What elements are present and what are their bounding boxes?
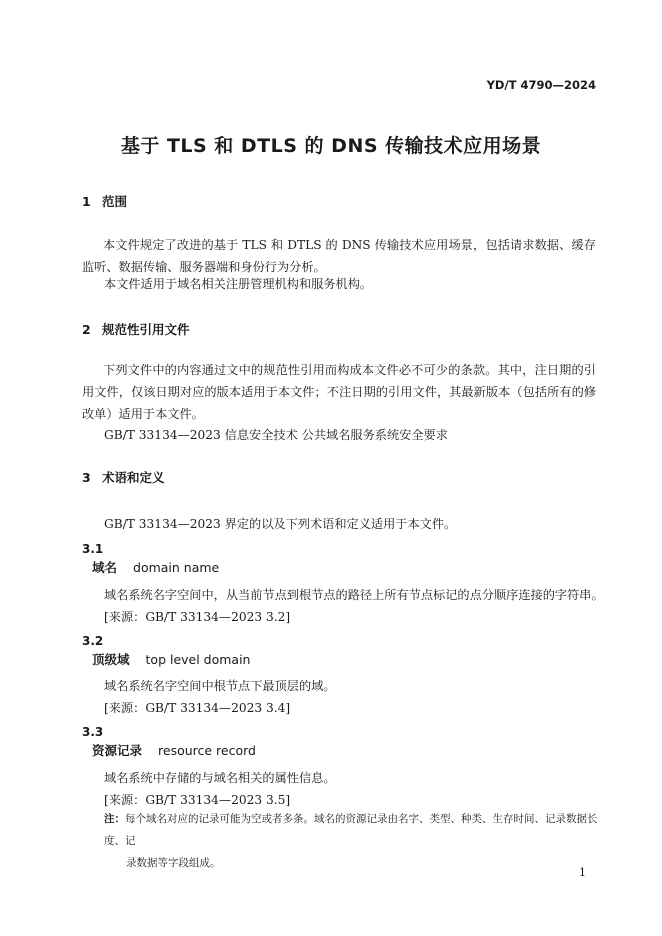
term-name <box>92 558 219 576</box>
note-text: 每个域名对应的记录可能为空或者多条。域名的资源记录由名字、类型、种类、生存时间、记录数据长度、记 <box>104 813 598 847</box>
section-number: 2 <box>82 322 91 337</box>
term-source: [来源：GB/T 33134—2023 3.2] <box>104 610 291 624</box>
term-number: 3.2 <box>82 634 104 648</box>
section-1-heading <box>82 192 127 210</box>
section-title: 术语和定义 <box>102 470 165 485</box>
section-number: 1 <box>82 194 91 209</box>
term-chinese: 域名 <box>92 560 118 575</box>
section-title: 范围 <box>102 194 128 209</box>
paragraph: 本文件规定了改进的基于 TLS 和 DTLS 的 DNS 传输技术应用场景，包括请求数据、缓存监听、数据传输、服务器端和身份行为分析。 <box>82 238 596 274</box>
term-english: domain name <box>133 560 220 575</box>
section-3-heading <box>82 468 165 486</box>
page-number: 1 <box>579 866 586 879</box>
term-definition: 域名系统中存储的与域名相关的属性信息。 <box>104 771 336 785</box>
term-name <box>92 650 250 668</box>
note <box>104 808 604 874</box>
term-number: 3.3 <box>82 725 104 739</box>
note-label: 注： <box>104 813 125 825</box>
term-english: top level domain <box>145 652 251 667</box>
document-title: 基于 TLS 和 DTLS 的 DNS 传输技术应用场景 <box>120 135 542 157</box>
term-chinese: 顶级域 <box>92 652 130 667</box>
paragraph: 下列文件中的内容通过文中的规范性引用而构成本文件必不可少的条款。其中，注日期的引用文件，仅该日期对应的版本适用于本文件；不注日期的引用文件，其最新版本（包括所有的修改单）适用于本文件。 <box>82 363 596 421</box>
normative-reference: GB/T 33134—2023 信息安全技术 公共域名服务系统安全要求 <box>104 428 448 442</box>
section-title: 规范性引用文件 <box>102 322 190 337</box>
paragraph: 本文件适用于域名相关注册管理机构和服务机构。 <box>104 277 373 291</box>
term-source: [来源：GB/T 33134—2023 3.5] <box>104 793 291 807</box>
paragraph: GB/T 33134—2023 界定的以及下列术语和定义适用于本文件。 <box>104 517 457 531</box>
standard-code: YD/T 4790—2024 <box>486 78 596 92</box>
term-english: resource record <box>158 743 256 758</box>
note-continuation: 录数据等字段组成。 <box>126 857 221 869</box>
note-line <box>104 808 604 852</box>
term-name <box>92 741 256 759</box>
term-definition: 域名系统名字空间中根节点下最顶层的域。 <box>104 679 336 693</box>
section-2-heading <box>82 320 190 338</box>
term-number: 3.1 <box>82 542 104 556</box>
term-definition: 域名系统名字空间中，从当前节点到根节点的路径上所有节点标记的点分顺序连接的字符串。 <box>104 588 604 602</box>
section-number: 3 <box>82 470 91 485</box>
term-source: [来源：GB/T 33134—2023 3.4] <box>104 701 291 715</box>
term-chinese: 资源记录 <box>92 743 143 758</box>
